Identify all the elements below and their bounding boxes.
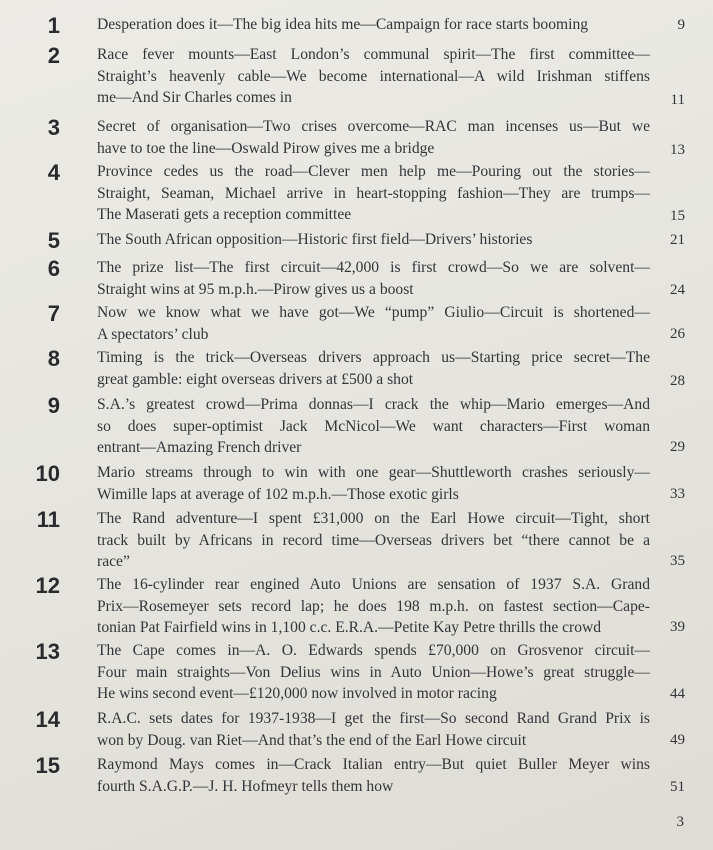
chapter-number: 11: [36, 507, 60, 532]
summary-line: Race fever mounts—East London’s communal spirit—The first committee—: [97, 46, 650, 63]
chapter-summary: [97, 257, 650, 300]
summary-line: The South African opposition—Historic first field—Drivers’ histories: [97, 231, 533, 248]
chapter-summary: [97, 508, 650, 573]
chapter-summary: [97, 754, 650, 797]
chapter-summary: [97, 302, 650, 345]
summary-line: The Cape comes in—A. O. Edwards spends £70,000 on Grosvenor circuit—: [97, 642, 650, 659]
chapter-number: 3: [47, 115, 60, 140]
chapter-number: 13: [35, 639, 60, 664]
page-number: 9: [677, 17, 685, 33]
summary-line: me—And Sir Charles comes in: [97, 89, 292, 106]
chapter-number: 5: [47, 228, 60, 253]
summary-line: great gamble: eight overseas drivers at £500 a shot: [97, 370, 414, 388]
summary-line: The prize list—The first circuit—42,000 is first crowd—So we are solvent—: [97, 259, 650, 276]
chapter-number: 7: [47, 301, 60, 326]
summary-line: A spectators’ club: [97, 325, 209, 343]
chapter-summary: [97, 14, 650, 36]
chapter-number: 6: [47, 256, 60, 281]
summary-line: have to toe the line—Oswald Pirow gives me a bridge: [97, 139, 435, 157]
summary-line: so does super-optimist Jack McNicol—We want characters—First woman: [97, 417, 650, 435]
chapter-summary: [97, 116, 650, 159]
summary-line: Prix—Rosemeyer sets record lap; he does 198 m.p.h. on fastest section—Cape-: [97, 597, 650, 615]
summary-line: The Maserati gets a reception committee: [97, 206, 352, 223]
summary-line: Four main straights—Von Delius wins in Auto Union—Howe’s great struggle—: [97, 663, 650, 681]
chapter-number: 12: [35, 573, 60, 598]
page-number: 11: [670, 92, 685, 108]
chapter-number: 15: [35, 753, 60, 778]
summary-line: won by Doug. van Riet—And that’s the end of the Earl Howe circuit: [97, 731, 527, 749]
chapter-number: 9: [47, 393, 60, 418]
summary-line: Timing is the trick—Overseas drivers approach us—Starting price secret—The: [97, 349, 650, 366]
summary-line: Secret of organisation—Two crises overcome—RAC man incenses us—But we: [97, 118, 650, 135]
summary-line: Straight, Seaman, Michael arrive in heart-stopping fashion—They are trumps—: [97, 184, 650, 202]
chapter-number: 4: [47, 160, 60, 185]
summary-line: Straight’s heavenly cable—We become international—A wild Irishman stiffens: [97, 67, 650, 85]
summary-line: Mario streams through to win with one gear—Shuttleworth crashes seriously—: [97, 464, 650, 481]
chapter-summary: [97, 229, 650, 251]
page-number: 33: [670, 486, 685, 502]
chapter-summary: [97, 394, 650, 459]
page-number: 28: [670, 373, 685, 389]
page-folio: 3: [676, 814, 684, 830]
page-number: 26: [670, 326, 685, 342]
summary-line: Now we know what we have got—We “pump” Giulio—Circuit is shortened—: [97, 304, 650, 321]
page-number: 21: [670, 232, 685, 248]
summary-line: Straight wins at 95 m.p.h.—Pirow gives us a boost: [97, 280, 414, 298]
summary-line: tonian Pat Fairfield wins in 1,100 c.c. E.R.A.—Petite Kay Petre thrills the crowd: [97, 619, 602, 636]
summary-line: S.A.’s greatest crowd—Prima donnas—I crack the whip—Mario emerges—And: [97, 396, 650, 413]
chapter-summary: [97, 708, 650, 751]
summary-line: R.A.C. sets dates for 1937-1938—I get the first—So second Rand Grand Prix is: [97, 710, 650, 727]
page-number: 15: [670, 208, 685, 224]
page-number: 51: [670, 779, 685, 795]
page-number: 39: [670, 619, 685, 635]
summary-line: Raymond Mays comes in—Crack Italian entry—But quiet Buller Meyer wins: [97, 756, 650, 773]
page-number: 49: [670, 732, 685, 748]
summary-line: fourth S.A.G.P.—J. H. Hofmeyr tells them how: [97, 777, 394, 795]
summary-line: race”: [97, 553, 130, 570]
chapter-summary: [97, 161, 650, 226]
chapter-number: 14: [35, 707, 60, 732]
chapter-number: 1: [47, 13, 60, 38]
page-number: 35: [670, 553, 685, 569]
summary-line: He wins second event—£120,000 now involved in motor racing: [97, 685, 497, 702]
chapter-number: 10: [35, 461, 60, 486]
chapter-number: 8: [47, 346, 60, 371]
chapter-summary: [97, 347, 650, 390]
summary-line: Desperation does it—The big idea hits me—Campaign for race starts booming: [97, 16, 589, 33]
page-number: 24: [670, 282, 685, 298]
summary-line: Province cedes us the road—Clever men help me—Pouring out the stories—: [97, 163, 650, 180]
chapter-summary: [97, 574, 650, 639]
page-number: 29: [670, 439, 685, 455]
page-number: 13: [670, 142, 685, 158]
summary-line: track built by Africans in record time—Overseas drivers bet “there cannot be a: [97, 531, 650, 549]
summary-line: The 16-cylinder rear engined Auto Unions are sensation of 1937 S.A. Grand: [97, 576, 650, 593]
summary-line: The Rand adventure—I spent £31,000 on the Earl Howe circuit—Tight, short: [97, 510, 650, 527]
summary-line: Wimille laps at average of 102 m.p.h.—Those exotic girls: [97, 485, 459, 503]
chapter-number: 2: [47, 43, 60, 68]
summary-line: entrant—Amazing French driver: [97, 439, 302, 456]
chapter-summary: [97, 640, 650, 705]
chapter-summary: [97, 44, 650, 109]
page-number: 44: [670, 686, 685, 702]
chapter-summary: [97, 462, 650, 505]
